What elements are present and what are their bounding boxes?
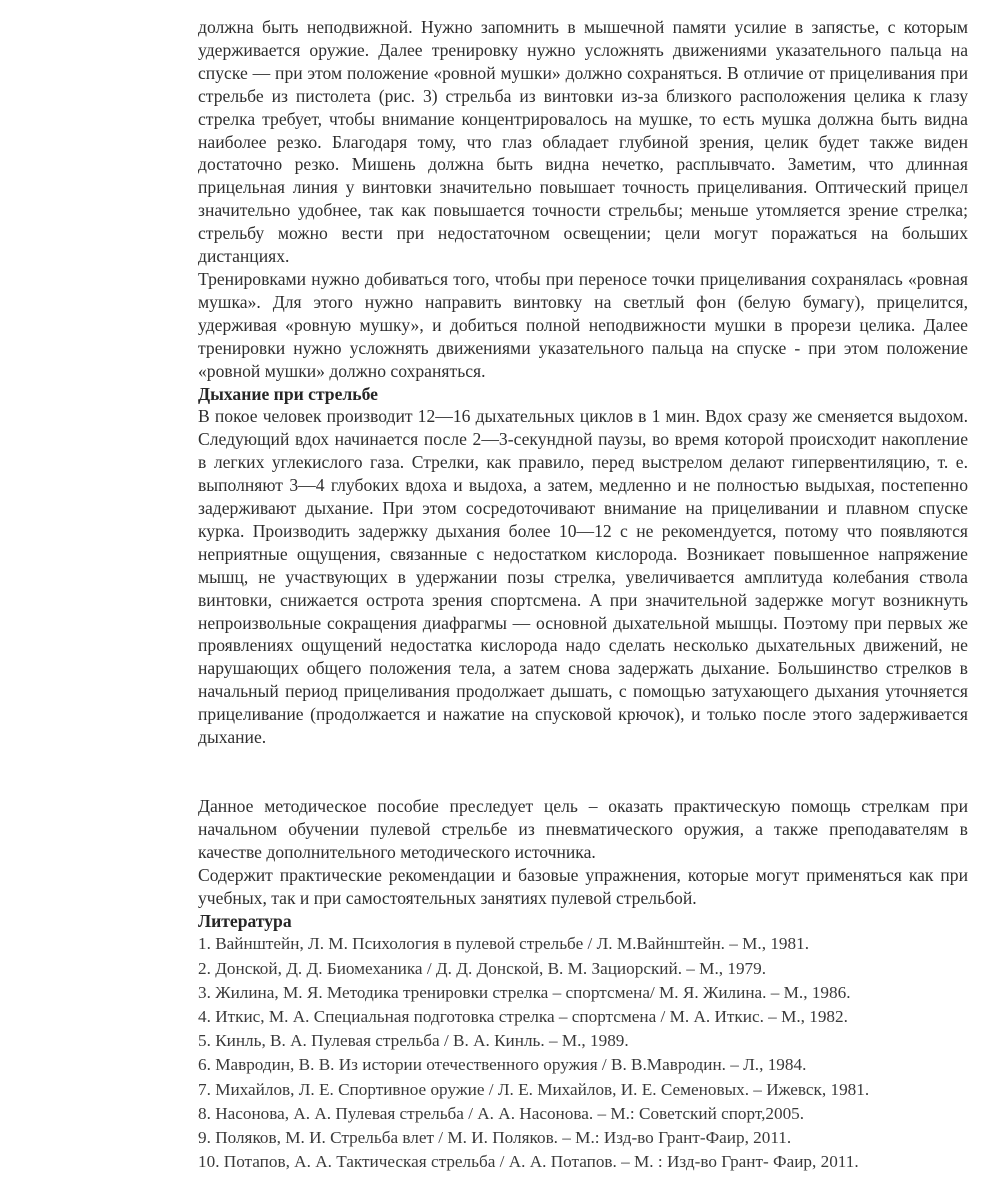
literature-item: 1. Вайнштейн, Л. М. Психология в пулевой стрельбе / Л. М.Вайнштейн. – М., 1981. (198, 934, 809, 954)
literature-item: 9. Поляков, М. И. Стрельба влет / М. И. Поляков. – М.: Изд-во Грант-Фаир, 2011. (198, 1128, 792, 1148)
literature-item: 3. Жилина, М. Я. Методика тренировки стрелка – спортсмена/ М. Я. Жилина. – М., 1986. (198, 982, 851, 1002)
paragraph-breathing: В покое человек производит 12—16 дыхательных циклов в 1 мин. Вдох сразу же сменяется выдохом. Следующий вдох начинается после 2—3-секундной паузы, во время которой происходит накопление в легких углекислого газа. Стрелки, как правило, перед выстрелом делают гипервентиляцию, т. е. выполняют 3—4 глубоких вдоха и выдоха, а затем, медленно и не полностью выдыхая, постепенно задерживают дыхание. При этом сосредоточивают внимание на прицеливании и плавном спуске курка. Производить задержку дыхания более 10—12 с не рекомендуется, потому что появляются неприятные ощущения, связанные с недостатком кислорода. Возникает повышенное напряжение мышц, не участвующих в удержании позы стрелка, увеличивается амплитуда колебания ствола винтовки, снижается острота зрения спортсмена. А при значительной задержке могут возникнуть непроизвольные сокращения диафрагмы — основной дыхательной мышцы. Поэтому при первых же проявлениях ощущений недостатка кислорода надо сделать несколько дыхательных движений, не нарушающих общего положения тела, а затем снова задержать дыхание. Большинство стрелков в начальный период прицеливания продолжает дышать, с помощью затухающего дыхания уточняется прицеливание (продолжается и нажатие на спусковой крючок), и только после этого задерживается дыхание. (198, 406, 968, 748)
section-spacer (198, 749, 968, 795)
section-heading-literature: Литература (198, 910, 292, 931)
document-page (198, 16, 968, 1174)
literature-item: 7. Михайлов, Л. Е. Спортивное оружие / Л. Е. Михайлов, И. Е. Семеновых. – Ижевск, 1981. (198, 1079, 870, 1099)
literature-item: 10. Потапов, А. А. Тактическая стрельба / А. А. Потапов. – М. : Изд-во Грант- Фаир, 2011. (198, 1152, 859, 1172)
literature-item: 8. Насонова, А. А. Пулевая стрельба / А. А. Насонова. – М.: Советский спорт,2005. (198, 1103, 805, 1123)
literature-list (198, 932, 968, 1174)
paragraph-training: Тренировками нужно добиваться того, чтобы при переносе точки прицеливания сохранялась «ровная мушка». Для этого нужно направить винтовку на светлый фон (белую бумагу), прицелится, удерживая «ровную мушку», и добиться полной неподвижности мушки в прорези целика. Далее тренировки нужно усложнять движениями указательного пальца на спуске - при этом положение «ровной мушки» должно сохраняться. (198, 268, 968, 381)
paragraph-summary-contents: Содержит практические рекомендации и базовые упражнения, которые могут применяться как при учебных, так и при самостоятельных занятиях пулевой стрельбой. (198, 864, 968, 908)
section-heading-breathing: Дыхание при стрельбе (198, 383, 378, 404)
paragraph-aiming: должна быть неподвижной. Нужно запомнить в мышечной памяти усилие в запястье, с которым удерживается оружие. Далее тренировку нужно усложнять движениями указательного пальца на спуске — при этом положение «ровной мушки» должно сохраняться. В отличие от прицеливания при стрельбе из пистолета (рис. 3) стрельба из винтовки из-за близкого расположения целика к глазу стрелка требует, чтобы внимание концентрировалось на мушке, то есть мушка должна быть видна наиболее резко. Благодаря тому, что глаз обладает глубиной зрения, целик будет также виден достаточно резко. Мишень должна быть видна нечетко, расплывчато. Заметим, что длинная прицельная линия у винтовки значительно повышает точность прицеливания. Оптический прицел значительно удобнее, так как повышается точности стрельбы; меньше утомляется зрение стрелка; стрельбу можно вести при недостаточном освещении; цели могут поражаться на больших дистанциях. (198, 17, 968, 267)
literature-item: 4. Иткис, М. А. Специальная подготовка стрелка – спортсмена / М. А. Иткис. – М., 1982. (198, 1007, 848, 1027)
literature-item: 2. Донской, Д. Д. Биомеханика / Д. Д. Донской, В. М. Зациорский. – М., 1979. (198, 958, 767, 978)
paragraph-summary-purpose: Данное методическое пособие преследует цель – оказать практическую помощь стрелкам при начальном обучении пулевой стрельбе из пневматического оружия, а также преподавателям в качестве дополнительного методического источника. (198, 796, 968, 862)
literature-item: 5. Кинль, В. А. Пулевая стрельба / В. А. Кинль. – М., 1989. (198, 1031, 629, 1051)
literature-item: 6. Мавродин, В. В. Из истории отечественного оружия / В. В.Мавродин. – Л., 1984. (198, 1055, 807, 1075)
